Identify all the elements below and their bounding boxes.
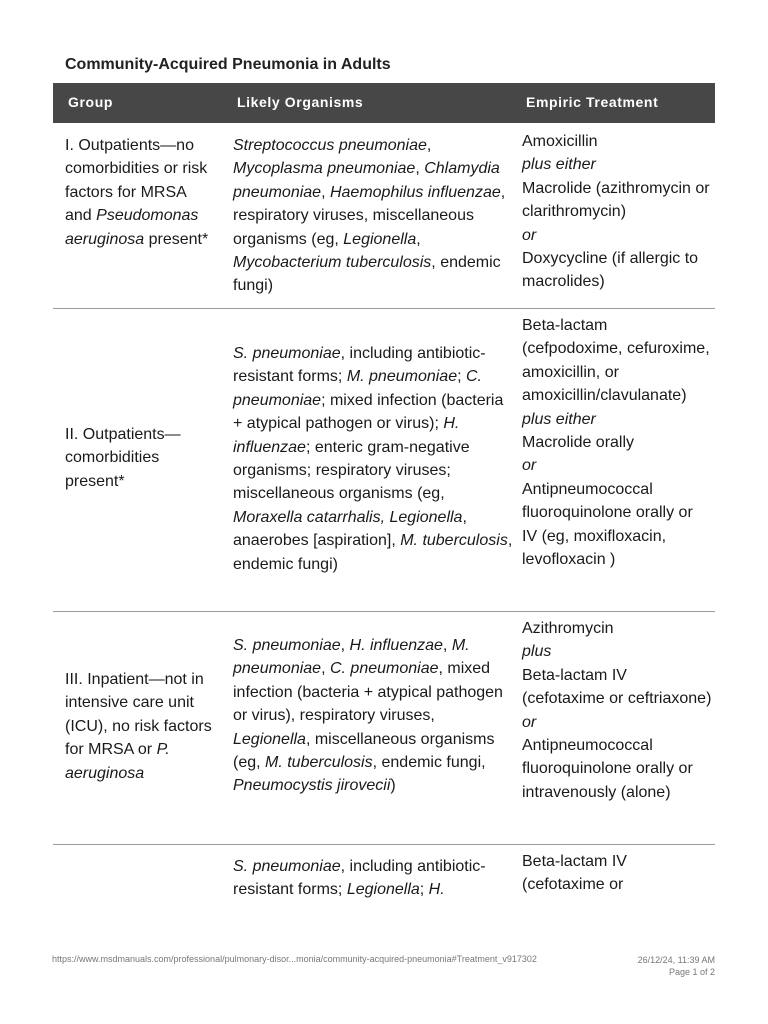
- italic-text: M. pneumoniae: [233, 637, 470, 678]
- text-segment: ; enteric gram-negative organisms; respiratory viruses; miscellaneous organisms (eg,: [233, 438, 470, 503]
- italic-text: H.: [428, 881, 445, 899]
- text-segment: I. Outpatients—no comorbidities or risk factors for MRSA and: [65, 137, 208, 225]
- footer-meta: [638, 954, 715, 978]
- text-segment: III. Inpatient—not in intensive care unit (ICU), no risk factors for MRSA or: [65, 671, 212, 759]
- group-cell: [65, 423, 215, 493]
- text-segment: ,: [321, 183, 330, 201]
- text-segment: present*: [144, 230, 209, 248]
- italic-text: S. pneumoniae: [233, 858, 341, 875]
- text-segment: ,: [415, 160, 425, 178]
- italic-text: Legionella: [343, 230, 417, 248]
- italic-text: Mycoplasma pneumoniae: [233, 160, 416, 178]
- treatment-line: Beta-lactam (cefpodoxime, cefuroxime, amoxicillin, or amoxicillin/clavulanate): [522, 317, 710, 405]
- treatment-cell: [522, 130, 712, 294]
- text-segment: II. Outpatients—comorbidities present*: [65, 426, 181, 490]
- group-cell: [65, 668, 215, 785]
- text-segment: ,: [416, 230, 421, 248]
- table-row: [53, 309, 715, 612]
- italic-text: M. pneumoniae: [346, 368, 458, 386]
- connector-text: plus: [522, 643, 552, 661]
- text-segment: ,: [442, 637, 452, 654]
- italic-text: Haemophilus influenzae: [329, 183, 501, 201]
- italic-text: M. tuberculosis: [400, 532, 508, 550]
- text-segment: , respiratory viruses, miscellaneous organisms (eg,: [233, 183, 506, 248]
- italic-text: H. influenzae: [349, 637, 443, 654]
- organisms-cell: [233, 134, 513, 298]
- text-segment: ): [390, 777, 396, 795]
- italic-text: Pneumocystis jirovecii: [233, 777, 391, 795]
- group-cell: [65, 134, 215, 251]
- pneumonia-table: [53, 83, 715, 920]
- page-title: Community-Acquired Pneumonia in Adults: [65, 56, 391, 73]
- text-segment: , mixed infection (bacteria + atypical pathogen or virus), respiratory viruses,: [233, 660, 503, 725]
- italic-text: Streptococcus pneumoniae: [233, 137, 427, 154]
- connector-text: or: [522, 226, 537, 244]
- text-segment: ;: [457, 368, 466, 386]
- treatment-line: Amoxicillin: [522, 133, 598, 150]
- text-segment: , endemic fungi,: [372, 754, 486, 772]
- treatment-line: Macrolide orally: [522, 434, 635, 452]
- footer-page-number: Page 1 of 2: [668, 967, 715, 977]
- italic-text: Moraxella catarrhalis, Legionella: [233, 508, 463, 526]
- text-segment: , endemic fungi): [233, 532, 513, 573]
- treatment-line: Macrolide (azithromycin or clarithromycin): [522, 179, 710, 221]
- italic-text: H. influenzae: [233, 415, 460, 456]
- text-segment: , including antibiotic-resistant forms;: [233, 858, 486, 899]
- table-header: [53, 83, 715, 123]
- organisms-cell: [233, 855, 513, 902]
- text-segment: , anaerobes [aspiration],: [233, 508, 467, 550]
- column-header-group: Group: [68, 94, 113, 110]
- text-segment: , miscellaneous organisms (eg,: [233, 730, 495, 772]
- treatment-cell: [522, 314, 712, 571]
- table-row: [53, 845, 715, 920]
- text-segment: ,: [340, 637, 350, 654]
- italic-text: M. tuberculosis: [265, 754, 373, 772]
- italic-text: C. pneumoniae: [233, 368, 482, 409]
- treatment-line: Antipneumococcal fluoroquinolone orally or IV (eg, moxifloxacin, levofloxacin ): [522, 480, 693, 569]
- organisms-cell: [233, 342, 513, 576]
- connector-text: or: [522, 457, 537, 475]
- italic-text: S. pneumoniae: [233, 345, 341, 362]
- table-row: [53, 123, 715, 309]
- treatment-line: Beta-lactam IV (cefotaxime or ceftriaxone): [522, 666, 712, 708]
- connector-text: plus either: [522, 410, 596, 428]
- footer-datetime: 26/12/24, 11:39 AM: [637, 955, 715, 965]
- text-segment: , including antibiotic-resistant forms;: [233, 345, 486, 386]
- text-segment: ;: [419, 881, 429, 899]
- text-segment: , endemic fungi): [233, 254, 501, 295]
- treatment-line: Doxycycline (if allergic to macrolides): [522, 250, 699, 291]
- italic-text: Chlamydia pneumoniae: [233, 160, 500, 201]
- italic-text: Mycobacterium tuberculosis: [233, 254, 432, 272]
- table-row: [53, 612, 715, 845]
- treatment-line: Beta-lactam IV (cefotaxime or: [522, 853, 627, 894]
- text-segment: ,: [426, 137, 432, 154]
- connector-text: or: [522, 713, 537, 731]
- italic-text: Pseudomonas aeruginosa: [65, 207, 199, 248]
- text-segment: ,: [321, 660, 330, 678]
- column-header-organisms: Likely Organisms: [237, 94, 364, 110]
- italic-text: S. pneumoniae: [233, 637, 341, 654]
- treatment-cell: [522, 850, 712, 897]
- italic-text: Legionella: [233, 730, 306, 748]
- organisms-cell: [233, 634, 513, 798]
- connector-text: plus either: [522, 156, 596, 174]
- text-segment: ; mixed infection (bacteria + atypical pathogen or virus);: [233, 391, 504, 433]
- treatment-line: Antipneumococcal fluoroquinolone orally or intravenously (alone): [522, 737, 693, 801]
- footer-url: https://www.msdmanuals.com/professional/pulmonary-disor...monia/community-acquired-pneumonia#Treatment_v917302: [52, 954, 537, 964]
- italic-text: P. aeruginosa: [65, 741, 170, 782]
- italic-text: Legionella: [346, 881, 420, 899]
- treatment-cell: [522, 617, 712, 804]
- italic-text: C. pneumoniae: [329, 660, 439, 678]
- treatment-line: Azithromycin: [522, 620, 614, 637]
- column-header-treatment: Empiric Treatment: [526, 94, 659, 110]
